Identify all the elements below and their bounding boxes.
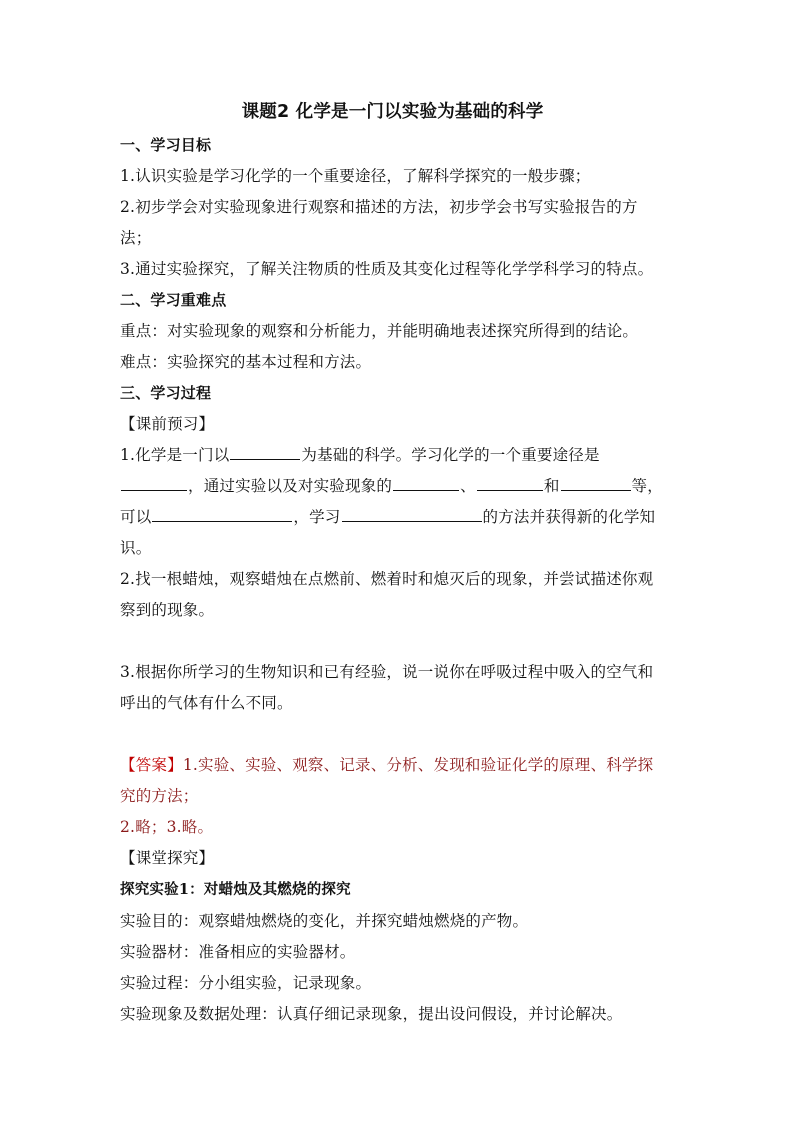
answer-text-2: 2.略；3.略。 bbox=[120, 818, 214, 836]
experiment-data: 实验现象及数据处理：认真仔细记录现象，提出设问假设，并讨论解决。 bbox=[120, 1005, 623, 1023]
fill-blank bbox=[230, 441, 300, 460]
experiment-procedure: 实验过程：分小组实验，记录现象。 bbox=[120, 974, 372, 992]
experiment-purpose: 实验目的：观察蜡烛燃烧的变化，并探究蜡烛燃烧的产物。 bbox=[120, 912, 529, 930]
preview-heading: 【课前预习】 bbox=[120, 415, 215, 433]
fill-blank bbox=[342, 503, 482, 522]
q1-text-a: 1.化学是一门以 bbox=[120, 446, 230, 464]
spacer bbox=[120, 719, 665, 750]
experiment-1-title bbox=[120, 874, 665, 906]
spacer bbox=[120, 626, 665, 657]
q1-text-f: 等，可以 bbox=[120, 477, 663, 526]
fill-blank bbox=[121, 472, 187, 491]
q1-text-d: 、 bbox=[460, 477, 476, 495]
document-page bbox=[120, 96, 665, 1030]
experiment-1-number: 1 bbox=[178, 881, 190, 898]
key-point-difficulty: 难点：实验探究的基本过程和方法。 bbox=[120, 353, 372, 371]
q1-text-e: 和 bbox=[543, 477, 560, 495]
preview-question-3: 3.根据你所学习的生物知识和已有经验，说一说你在呼吸过程中吸入的空气和呼出的气体有什么不同。 bbox=[120, 663, 654, 712]
preview-question-2: 2.找一根蜡烛，观察蜡烛在点燃前、燃着时和熄灭后的现象，并尝试描述你观察到的现象。 bbox=[120, 570, 654, 619]
experiment-1-title-a: 探究实验 bbox=[120, 882, 179, 898]
goal-item-1: 1.认识实验是学习化学的一个重要途径，了解科学探究的一般步骤； bbox=[120, 167, 591, 185]
experiment-equipment: 实验器材：准备相应的实验器材。 bbox=[120, 943, 356, 961]
experiment-1-title-b: ：对蜡烛及其燃烧的探究 bbox=[189, 882, 351, 898]
answer-block bbox=[120, 750, 665, 812]
preview-question-1 bbox=[120, 440, 665, 564]
fill-blank bbox=[393, 472, 459, 491]
goal-item-3: 3.通过实验探究，了解关注物质的性质及其变化过程等化学学科学习的特点。 bbox=[120, 260, 654, 278]
key-point-focus: 重点：对实验现象的观察和分析能力，并能明确地表述探究所得到的结论。 bbox=[120, 322, 639, 340]
classroom-heading: 【课堂探究】 bbox=[120, 849, 215, 867]
fill-blank bbox=[477, 472, 543, 491]
fill-blank bbox=[152, 503, 292, 522]
answer-text-1: 1.实验、实验、观察、记录、分析、发现和验证化学的原理、科学探究的方法； bbox=[120, 756, 654, 805]
q1-text-c: ，通过实验以及对实验现象的 bbox=[188, 477, 393, 495]
section-heading-goals: 一、学习目标 bbox=[120, 136, 212, 154]
q1-text-b: 为基础的科学。学习化学的一个重要途径是 bbox=[301, 446, 600, 464]
goal-item-2: 2.初步学会对实验现象进行观察和描述的方法，初步学会书写实验报告的方法； bbox=[120, 198, 638, 247]
section-heading-process: 三、学习过程 bbox=[120, 384, 212, 402]
page-title: 课题2 化学是一门以实验为基础的科学 bbox=[241, 102, 544, 122]
answer-label: 【答案】 bbox=[120, 756, 183, 774]
q1-text-h: 的方法并获得新的化学知识。 bbox=[120, 508, 656, 557]
section-heading-key-points: 二、学习重难点 bbox=[120, 291, 227, 309]
fill-blank bbox=[561, 472, 631, 491]
q1-text-g: ，学习 bbox=[293, 508, 341, 526]
